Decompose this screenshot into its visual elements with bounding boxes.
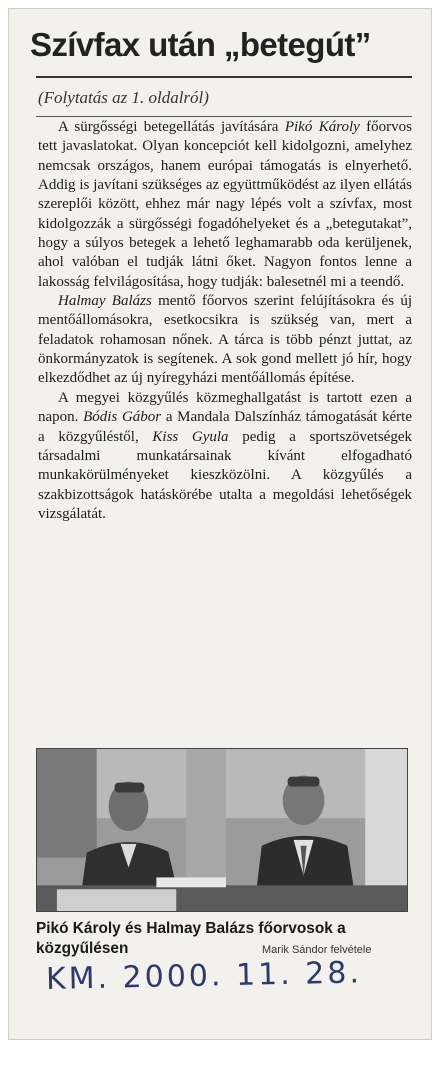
headline-divider	[36, 76, 412, 78]
press-photo	[36, 748, 408, 912]
article-paragraph: A sürgősségi betegellátás javítására Pikó Károly főorvos tett javaslatokat. Olyan koncepciót kell kidolgozni, amelyhez nemcsak országos, hanem európai támogatás is elnyerhető. Addig is javítani szükséges az együttműködést az ilyen ellátás szereplői között, ehhez már nagy lépés volt a szívfax, most kidolgozzák a sürgősségi fogadóhelyeket és a „betegutakat”, hogy a súlyos betegek a lehető leghamarabb oda kerüljenek, ahol valóban el tudják látni őket. Nagyon fontos lenne a lakosság felvilágosítása, hogy tudják: balesetnél mi a teendő.	[38, 119, 413, 290]
kicker-divider	[36, 116, 412, 117]
meeting-photo-illustration	[37, 749, 407, 911]
article-paragraph: A megyei közgyűlés közmeghallgatást is tartott ezen a napon. Bódis Gábor a Mandala Dalszínház támogatását kérte a közgyűléstől, Kiss Gyula pedig a sportszövetségek társadalmi munkatársainak kívánt elfogadható munkakörülményeket kieszközölni. A közgyűlés a szakbizottságok hatáskörébe utalta a megoldási lehetőségek vizsgálatát.	[38, 389, 412, 522]
person-name: Kiss Gyula	[152, 428, 229, 445]
photo-caption: Pikó Károly és Halmay Balázs főorvosok a közgyűlésen	[36, 920, 346, 957]
article-body	[38, 118, 412, 524]
article-headline: Szívfax után „betegút”	[30, 26, 371, 63]
handwritten-date: KM. 2000. 11. 28.	[45, 955, 363, 997]
photo-credit: Marik Sándor felvétele	[262, 944, 372, 956]
continuation-note: (Folytatás az 1. oldalról)	[38, 88, 209, 107]
person-name: Pikó Károly	[284, 119, 360, 135]
person-name: Bódis Gábor	[83, 409, 162, 426]
article-paragraph: Halmay Balázs mentő főorvos szerint felújításokra és új mentőállomásokra, esetkocsikra is szükség van, mert a feladatok rohamosan nőnek. A tárca is több pénzt juttat, az önkormányzatok is segítenek. A sok gond mellett jó hír, hogy elkezdődhet az új nyíregyházi mentőállomás építése.	[38, 293, 413, 387]
person-name: Halmay Balázs	[58, 293, 152, 310]
